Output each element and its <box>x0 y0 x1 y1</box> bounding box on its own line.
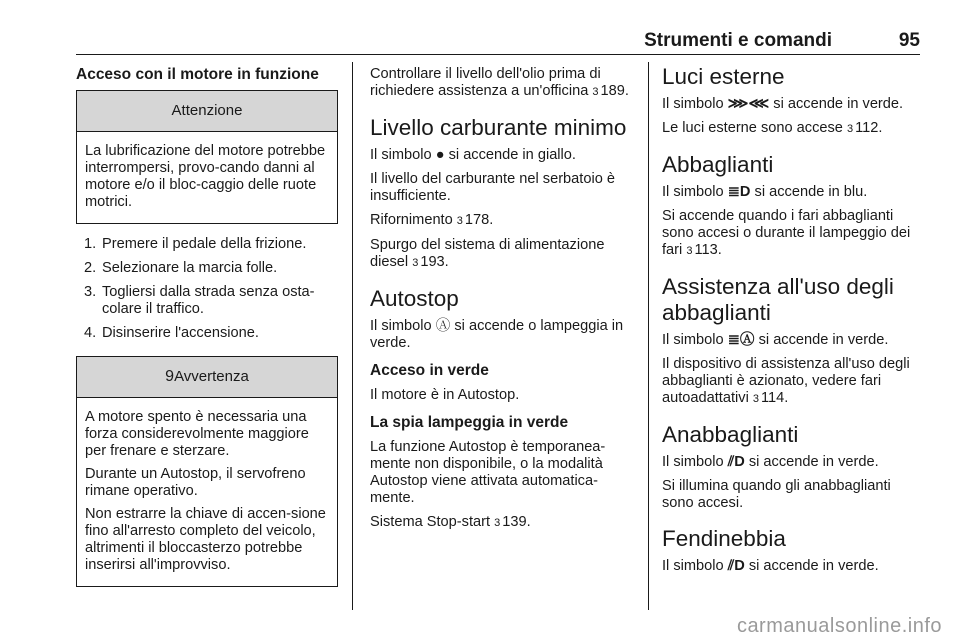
autostop-blink-text: La funzione Autostop è temporanea-mente non disponibile, o la modalità Autostop viene attivata automatica-mente. <box>370 439 606 506</box>
fuel-symbol-line: Il simbolo ● si accende in giallo. <box>370 147 576 163</box>
high-beam-text: Si accende quando i fari abbaglianti sono accesi o durante il lampeggio dei fari 3 113. <box>662 208 911 258</box>
low-beam-heading: Anabbaglianti <box>662 422 799 447</box>
attention-box <box>76 90 338 224</box>
low-beam-symbol-line: Il simbolo ⫽D si accende in verde. <box>662 454 879 470</box>
page-header <box>76 28 920 55</box>
autostop-green-heading: Acceso in verde <box>370 362 489 379</box>
purge-ref: Spurgo del sistema di alimentazione diesel 3 193. <box>370 237 605 270</box>
fuel-low-heading: Livello carburante minimo <box>370 115 627 140</box>
warning-paragraph: Durante un Autostop, il servofreno rimane operativo. <box>85 466 306 499</box>
page-ref-arrow-icon: 3 <box>686 245 693 257</box>
page-ref-arrow-icon: 3 <box>592 86 599 98</box>
list-item: 1. Premere il pedale della frizione. <box>84 236 307 252</box>
high-beam-symbol-line: Il simbolo ≣D si accende in blu. <box>662 184 868 200</box>
page-ref-arrow-icon: 3 <box>456 215 463 227</box>
fog-symbol-line: Il simbolo ⫽D si accende in verde. <box>662 558 879 574</box>
fog-light-icon: ⫽D <box>727 558 745 574</box>
low-beam-icon: ⫽D <box>727 454 745 470</box>
fog-lights-heading: Fendinebbia <box>662 526 786 551</box>
high-beam-icon: ≣D <box>727 184 751 200</box>
high-beam-assist-heading: Assistenza all'uso degli abbaglianti <box>662 274 894 325</box>
oil-check-text: Controllare il livello dell'olio prima di richiedere assistenza a un'officina 3 189. <box>370 66 629 99</box>
page-number: 95 <box>898 30 920 51</box>
stop-start-ref: Sistema Stop-start 3 139. <box>370 514 531 530</box>
autostop-green-text: Il motore è in Autostop. <box>370 387 520 403</box>
section-title: Strumenti e comandi <box>644 30 832 51</box>
autostop-blink-heading: La spia lampeggia in verde <box>370 414 569 431</box>
list-item: 4. Disinserire l'accensione. <box>84 325 259 341</box>
warning-paragraph: A motore spento è necessaria una forza considerevolmente maggiore per frenare e sterzare. <box>85 409 309 459</box>
low-beam-text: Si illumina quando gli anabbaglianti sono accesi. <box>662 478 891 511</box>
refuel-ref: Rifornimento 3 178. <box>370 212 494 228</box>
page-ref-arrow-icon: 3 <box>494 517 501 529</box>
high-beam-assist-icon: ≣Ⓐ <box>727 332 755 348</box>
engine-running-heading: Acceso con il motore in funzione <box>76 66 319 83</box>
column-middle <box>370 62 632 539</box>
exterior-lights-icon: ⋙⋘ <box>727 96 770 112</box>
fuel-level-text: Il livello del carburante nel serbatoio è insufficiente. <box>370 171 615 204</box>
column-divider <box>352 62 353 610</box>
column-right <box>662 62 924 582</box>
page-ref-arrow-icon: 3 <box>752 393 760 405</box>
assist-text: Il dispositivo di assistenza all'uso degli abbaglianti è azionato, vedere fari autoadattativi 3 114. <box>662 356 910 406</box>
attention-text: La lubrificazione del motore potrebbe interrompersi, provo-cando danni al motore e/o il bloc-caggio delle ruote motrici. <box>85 143 326 210</box>
warning-paragraph: Non estrarre la chiave di accen-sione fino all'arresto completo del veicolo, altrimenti il bloccasterzo potrebbe inserirsi all'improvviso. <box>85 506 326 573</box>
autostop-symbol-line: Il simbolo Ⓐ si accende o lampeggia in verde. <box>370 318 624 351</box>
column-divider <box>648 62 649 610</box>
warning-title: 9Avvertenza <box>77 357 337 398</box>
assist-symbol-line: Il simbolo ≣Ⓐ si accende in verde. <box>662 332 889 348</box>
column-left <box>76 62 338 587</box>
exterior-lights-heading: Luci esterne <box>662 64 785 89</box>
page-ref-arrow-icon: 3 <box>412 257 419 269</box>
exterior-text: Le luci esterne sono accese 3 112. <box>662 120 883 136</box>
warning-box <box>76 356 338 587</box>
autostop-heading: Autostop <box>370 286 459 311</box>
exterior-symbol-line: Il simbolo ⋙⋘ si accende in verde. <box>662 96 904 112</box>
list-item: 3. Togliersi dalla strada senza osta-colare il traffico. <box>84 284 315 317</box>
page-ref-arrow-icon: 3 <box>846 123 854 135</box>
warning-triangle-icon: 9 <box>165 368 175 385</box>
fuel-dot-icon: ● <box>435 147 445 163</box>
attention-title: Attenzione <box>77 91 337 132</box>
list-item: 2. Selezionare la marcia folle. <box>84 260 278 276</box>
autostop-icon: Ⓐ <box>435 318 451 334</box>
watermark: carmanualsonline.info <box>736 615 942 637</box>
high-beam-heading: Abbaglianti <box>662 152 774 177</box>
steps-list <box>76 236 338 342</box>
